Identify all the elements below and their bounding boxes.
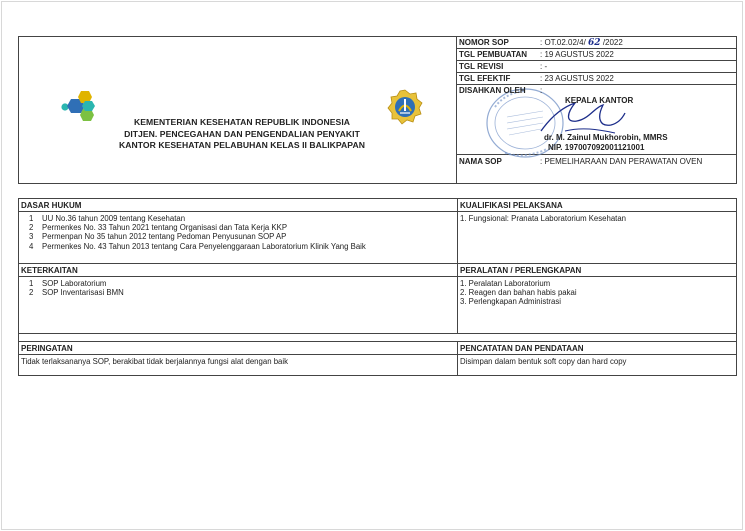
peralatan-list [458, 277, 736, 307]
peringatan-text: Tidak terlaksananya SOP, berakibat tidak berjalannya fungsi alat dengan baik [21, 357, 288, 366]
tgl-revisi-label: TGL REVISI [459, 62, 504, 71]
row-divider [19, 333, 736, 334]
approval-box [457, 85, 736, 155]
header-identity-cell [19, 37, 457, 183]
nomor-sop-suffix: /2022 [602, 37, 623, 47]
kualifikasi-heading: KUALIFIKASI PELAKSANA [458, 199, 736, 212]
signer-nip: NIP. 197007092001121001 [548, 143, 645, 152]
disahkan-label: DISAHKAN OLEH [459, 86, 526, 95]
sop-header-table [18, 36, 737, 184]
kualifikasi-cell [458, 199, 736, 263]
disahkan-separator: : [540, 86, 543, 95]
pencatatan-text: Disimpan dalam bentuk soft copy dan hard copy [460, 357, 627, 366]
tgl-efektif-value: : 23 AGUSTUS 2022 [540, 74, 614, 83]
row-keterkaitan [19, 264, 736, 333]
nomor-sop-value [540, 37, 736, 49]
title-line-directorate: DITJEN. PENCEGAHAN DAN PENGENDALIAN PENYAKIT [124, 128, 360, 139]
ministry-health-logo-icon [59, 87, 99, 127]
header-meta-cell [457, 37, 736, 183]
meta-row-revisi [457, 61, 736, 73]
tgl-revisi-value: : - [540, 62, 548, 71]
nama-sop-label: NAMA SOP [459, 156, 502, 166]
meta-row-nomor [457, 37, 736, 49]
peringatan-heading: PERINGATAN [19, 342, 457, 355]
sop-body-table [18, 198, 737, 376]
meta-row-efektif [457, 73, 736, 85]
list-item: 1 UU No.36 tahun 2009 tentang Kesehatan [29, 214, 186, 223]
dasar-hukum-heading: DASAR HUKUM [19, 199, 457, 212]
nomor-sop-label: NOMOR SOP [459, 38, 509, 47]
list-item: 1. Peralatan Laboratorium [460, 279, 551, 288]
peringatan-cell [19, 342, 458, 375]
institution-title [101, 117, 383, 152]
nomor-sop-prefix: : OT.02.02/4/ [540, 37, 586, 47]
dasar-hukum-list [19, 212, 457, 251]
pencatatan-cell [458, 342, 736, 375]
row-dasar-hukum [19, 199, 736, 263]
list-item: 2 SOP Inventarisasi BMN [29, 288, 124, 298]
dasar-hukum-cell [19, 199, 458, 263]
nomor-sop-handwritten: 62 [588, 37, 601, 48]
peralatan-heading: PERALATAN / PERLENGKAPAN [458, 264, 736, 277]
tgl-pembuatan-label: TGL PEMBUATAN [459, 50, 527, 59]
meta-row-pembuatan [457, 49, 736, 61]
keterkaitan-cell [19, 264, 458, 333]
nama-sop-value: : PEMELIHARAAN DAN PERAWATAN OVEN [540, 156, 703, 166]
list-item: 1. Fungsional: Pranata Laboratorium Kesehatan [460, 214, 627, 223]
title-line-ministry: KEMENTERIAN KESEHATAN REPUBLIK INDONESIA [133, 117, 351, 127]
keterkaitan-heading: KETERKAITAN [19, 264, 457, 277]
pencatatan-heading: PENCATATAN DAN PENDATAAN [458, 342, 736, 355]
list-item: 2 Permenkes No. 33 Tahun 2021 tentang Organisasi dan Tata Kerja KKP [29, 223, 288, 233]
tgl-efektif-label: TGL EFEKTIF [459, 74, 511, 83]
row-peringatan [19, 342, 736, 375]
signer-name: dr. M. Zainul Mukhorobin, MMRS [544, 133, 668, 142]
keterkaitan-list [19, 277, 457, 297]
list-item: 1 SOP Laboratorium [29, 279, 107, 288]
list-item: 3. Perlengkapan Administrasi [460, 297, 561, 307]
tgl-pembuatan-value: : 19 AGUSTUS 2022 [540, 50, 614, 59]
list-item: 4 Permenkes No. 43 Tahun 2013 tentang Cara Penyelenggaraan Laboratorium Klinik Yang Baik [29, 241, 366, 251]
signer-role: KEPALA KANTOR [565, 96, 634, 105]
document-page [1, 1, 743, 530]
list-item: 2. Reagen dan bahan habis pakai [460, 288, 577, 298]
kualifikasi-list [458, 212, 736, 223]
list-item: 3 Permenpan No 35 tahun 2012 tentang Pedoman Penyusunan SOP AP [29, 232, 287, 242]
row-divider [19, 341, 736, 342]
peralatan-cell [458, 264, 736, 333]
port-health-emblem-icon [386, 88, 424, 126]
title-line-office: KANTOR KESEHATAN PELABUHAN KELAS II BALIKPAPAN [119, 140, 365, 150]
